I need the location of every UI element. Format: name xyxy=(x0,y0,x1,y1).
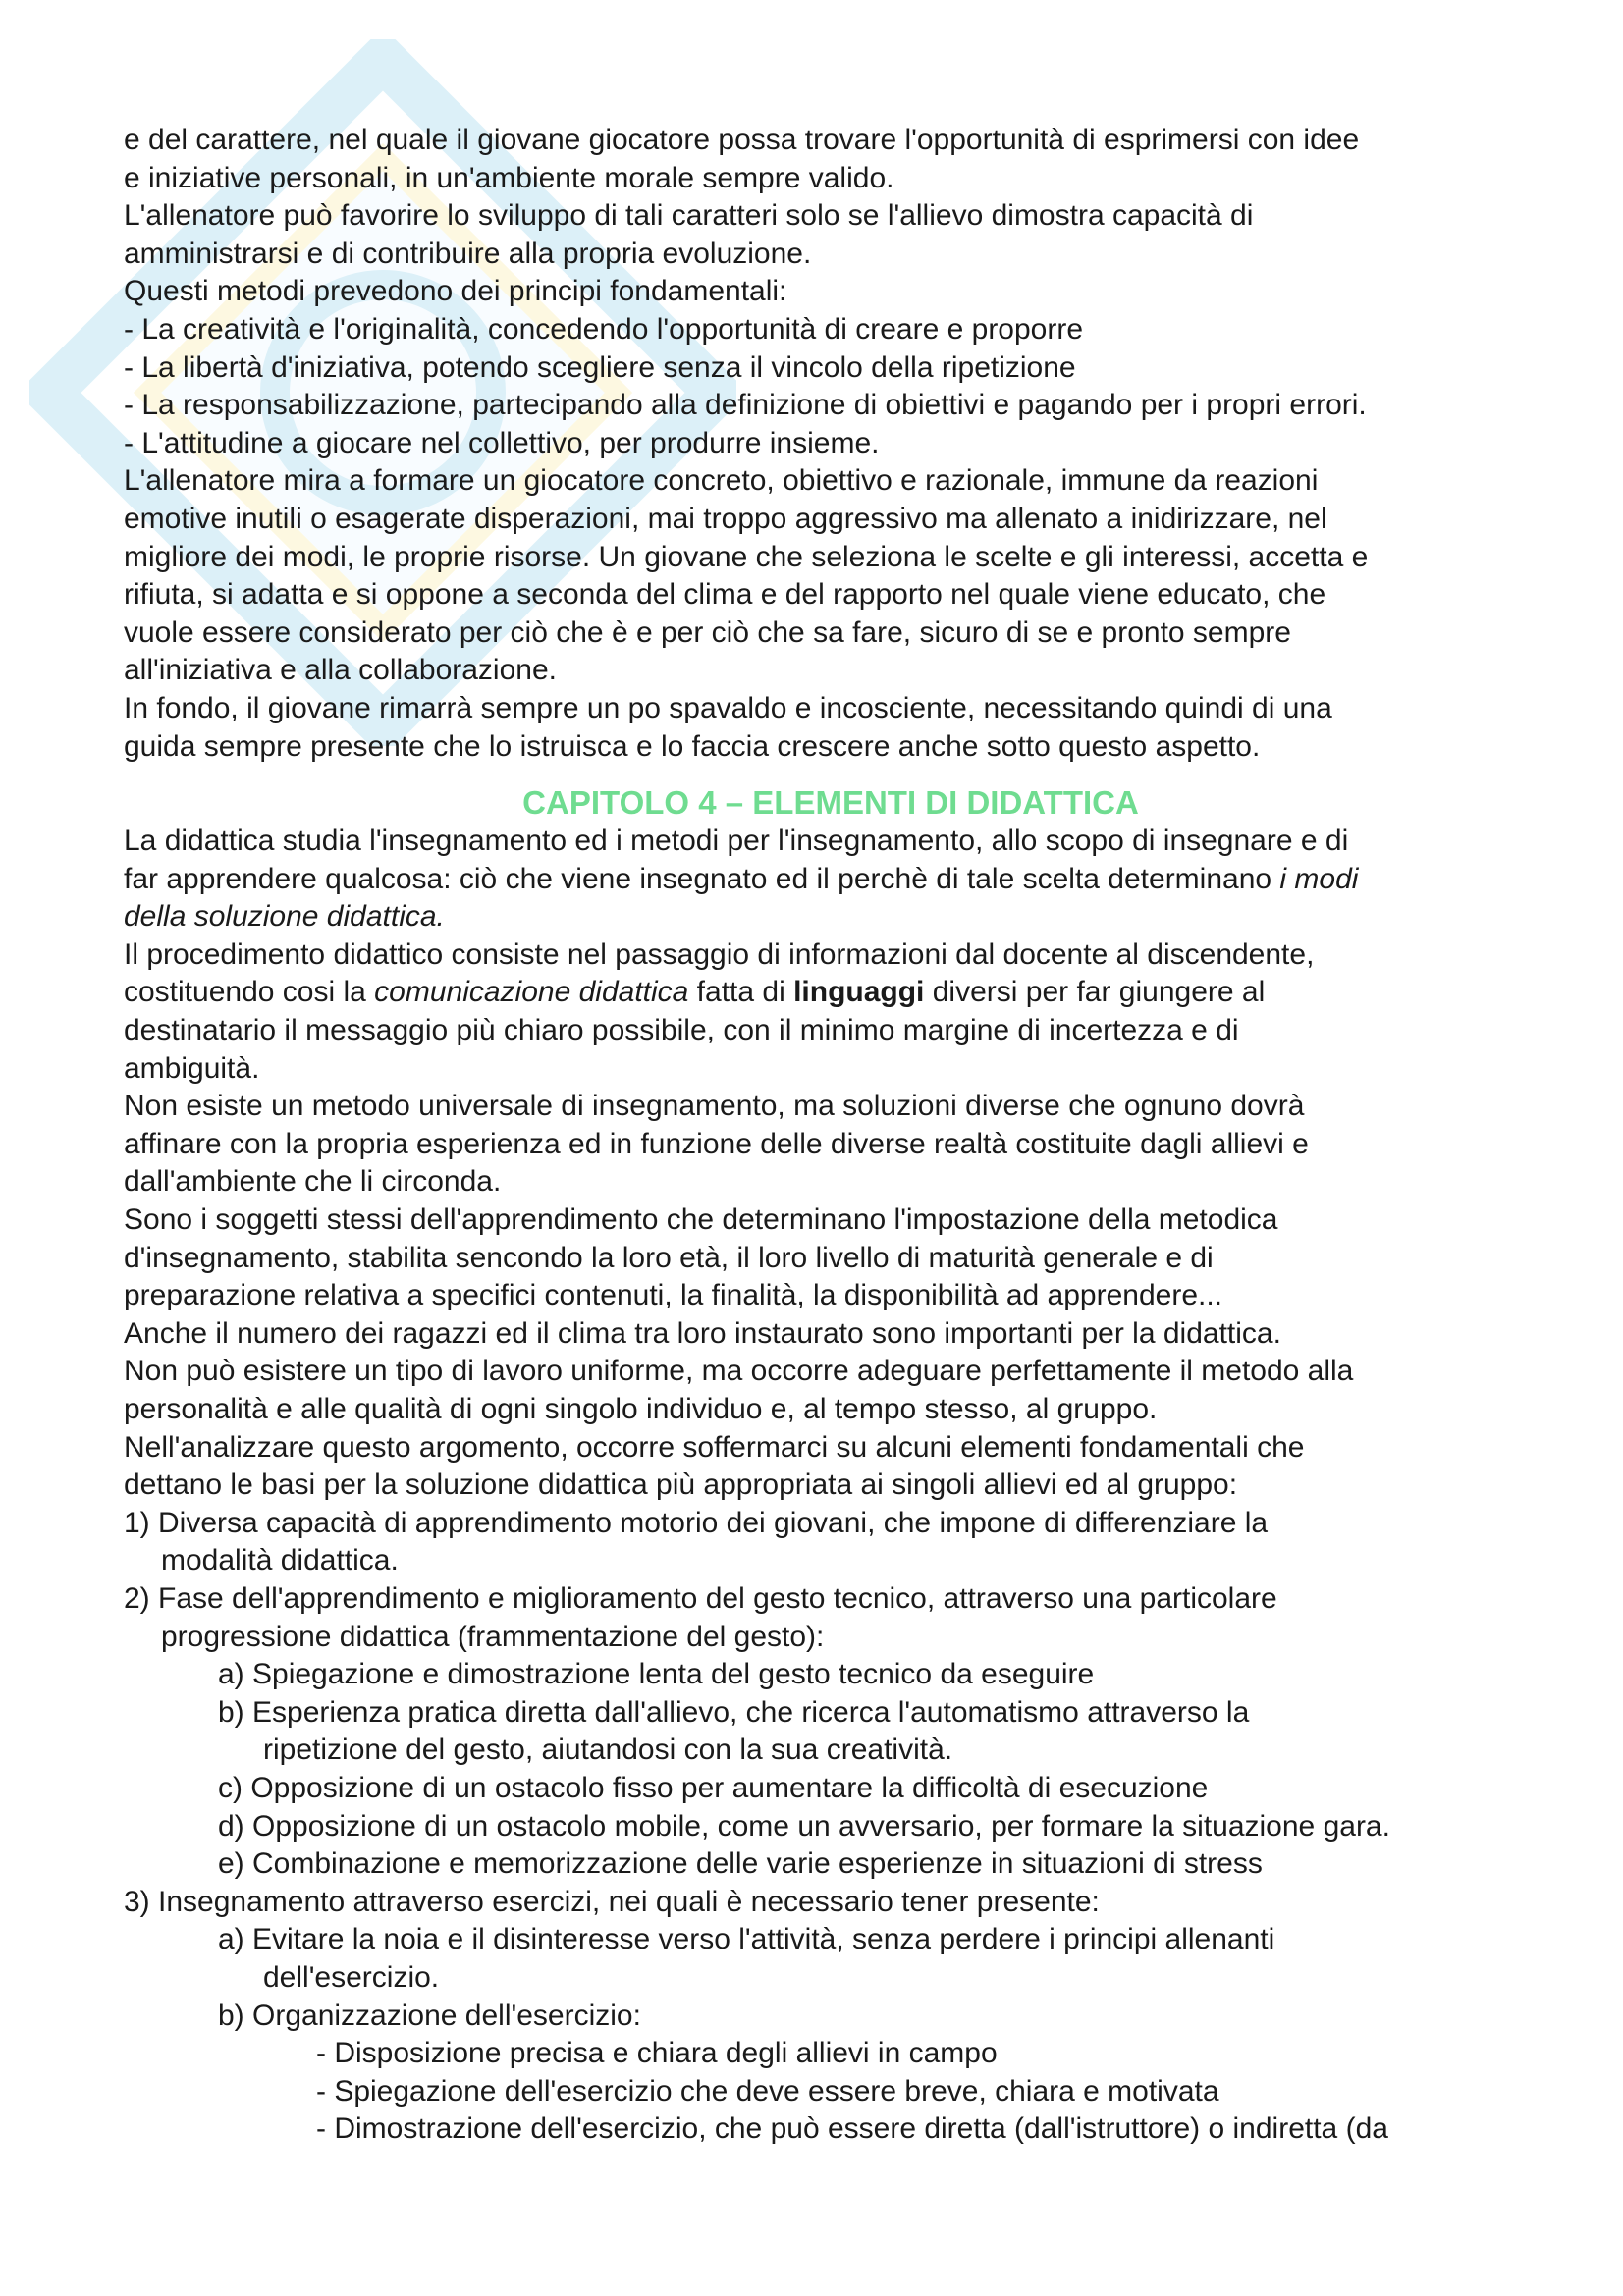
bullet-item: - La responsabilizzazione, partecipando alla definizione di obiettivi e pagando per i propri errori. xyxy=(124,389,1367,422)
text-line: ambiguità. xyxy=(124,1051,260,1085)
text-line: dall'ambiente che li circonda. xyxy=(124,1165,502,1199)
text-line xyxy=(124,898,1538,936)
text-line: e iniziative personali, in un'ambiente morale sempre valido. xyxy=(124,161,894,194)
text-line: La didattica studia l'insegnamento ed i metodi per l'insegnamento, allo scopo di insegnare e di xyxy=(124,825,1349,858)
bullet-item: - L'attitudine a giocare nel collettivo, per produrre insieme. xyxy=(124,426,880,459)
text-line: Anche il numero dei ragazzi ed il clima tra loro instaurato sono importanti per la didattica. xyxy=(124,1316,1281,1350)
text-line: Il procedimento didattico consiste nel passaggio di informazioni dal docente al discendente, xyxy=(124,937,1315,971)
sub-item: b) Organizzazione dell'esercizio: xyxy=(218,1999,641,2032)
text-line: rifiuta, si adatta e si oppone a seconda del clima e del rapporto nel quale viene educato, che xyxy=(124,578,1326,612)
text-line: personalità e alle qualità di ogni singolo individuo e, al tempo stesso, al gruppo. xyxy=(124,1393,1158,1425)
numbered-item-continuation: modalità didattica. xyxy=(161,1544,399,1577)
bullet-item: - La libertà d'iniziativa, potendo scegliere senza il vincolo della ripetizione xyxy=(124,350,1076,384)
document-page xyxy=(124,122,1538,2149)
text-line: dettano le basi per la soluzione didattica più appropriata ai singoli allievi ed al gruppo: xyxy=(124,1468,1238,1502)
text-line xyxy=(124,974,1538,1012)
text-line xyxy=(124,861,1538,899)
sub-item: a) Spiegazione e dimostrazione lenta del gesto tecnico da eseguire xyxy=(218,1658,1095,1691)
italic-span: della soluzione didattica. xyxy=(124,900,445,934)
text-line: Nell'analizzare questo argomento, occorre soffermarci su alcuni elementi fondamentali che xyxy=(124,1430,1305,1464)
text-line: all'iniziativa e alla collaborazione. xyxy=(124,654,557,687)
italic-span: comunicazione didattica xyxy=(374,976,689,1009)
text-span: costituendo cosi la xyxy=(124,976,375,1009)
text-line: migliore dei modi, le proprie risorse. Un giovane che seleziona le scelte e gli interessi, accetta e xyxy=(124,540,1369,573)
sub-sub-item: - Disposizione precisa e chiara degli allievi in campo xyxy=(316,2037,998,2070)
numbered-item: 3) Insegnamento attraverso esercizi, nei quali è necessario tener presente: xyxy=(124,1885,1100,1918)
sub-sub-item: - Spiegazione dell'esercizio che deve essere breve, chiara e motivata xyxy=(316,2074,1219,2108)
text-line: In fondo, il giovane rimarrà sempre un po spavaldo e incosciente, necessitando quindi di una xyxy=(124,691,1332,724)
sub-item-continuation: dell'esercizio. xyxy=(263,1960,440,1994)
chapter-heading: CAPITOLO 4 – ELEMENTI DI DIDATTICA xyxy=(522,784,1139,822)
sub-item-continuation: ripetizione del gesto, aiutandosi con la sua creatività. xyxy=(263,1734,953,1767)
text-line: e del carattere, nel quale il giovane giocatore possa trovare l'opportunità di esprimersi con idee xyxy=(124,124,1360,156)
text-span: diversi per far giungere al xyxy=(924,976,1266,1009)
text-line: Sono i soggetti stessi dell'apprendimento che determinano l'impostazione della metodica xyxy=(124,1203,1278,1237)
text-line: amministrarsi e di contribuire alla propria evoluzione. xyxy=(124,237,812,270)
sub-sub-item: - Dimostrazione dell'esercizio, che può essere diretta (dall'istruttore) o indiretta (da xyxy=(316,2112,1388,2146)
text-line: destinatario il messaggio più chiaro possibile, con il minimo margine di incertezza e di xyxy=(124,1014,1239,1047)
numbered-item: 2) Fase dell'apprendimento e miglioramento del gesto tecnico, attraverso una particolare xyxy=(124,1581,1277,1615)
bold-span: linguaggi xyxy=(793,976,925,1009)
sub-item: b) Esperienza pratica diretta dall'allievo, che ricerca l'automatismo attraverso la xyxy=(218,1695,1250,1729)
text-line: Non esiste un metodo universale di insegnamento, ma soluzioni diverse che ognuno dovrà xyxy=(124,1090,1305,1123)
text-line: Questi metodi prevedono dei principi fondamentali: xyxy=(124,275,787,308)
text-line: emotive inutili o esagerate disperazioni, mai troppo aggressivo ma allenato a inidirizzare, nel xyxy=(124,502,1327,535)
italic-span: i modi xyxy=(1279,862,1359,895)
sub-item: d) Opposizione di un ostacolo mobile, come un avversario, per formare la situazione gara. xyxy=(218,1809,1390,1842)
text-line: L'allenatore può favorire lo sviluppo di tali caratteri solo se l'allievo dimostra capacità di xyxy=(124,199,1254,233)
text-line: L'allenatore mira a formare un giocatore concreto, obiettivo e razionale, immune da reazioni xyxy=(124,464,1319,498)
text-line: preparazione relativa a specifici contenuti, la finalità, la disponibilità ad apprendere... xyxy=(124,1279,1223,1312)
text-span: far apprendere qualcosa: ciò che viene insegnato ed il perchè di tale scelta determinano xyxy=(124,862,1280,895)
text-line: vuole essere considerato per ciò che è e per ciò che sa fare, sicuro di se e pronto sempre xyxy=(124,615,1291,649)
numbered-item: 1) Diversa capacità di apprendimento motorio dei giovani, che impone di differenziare la xyxy=(124,1506,1269,1539)
sub-item: e) Combinazione e memorizzazione delle varie esperienze in situazioni di stress xyxy=(218,1847,1263,1881)
numbered-item-continuation: progressione didattica (frammentazione del gesto): xyxy=(161,1620,825,1653)
text-span: fatta di xyxy=(688,976,794,1009)
sub-item: c) Opposizione di un ostacolo fisso per aumentare la difficoltà di esecuzione xyxy=(218,1771,1209,1804)
text-line: Non può esistere un tipo di lavoro uniforme, ma occorre adeguare perfettamente il metodo alla xyxy=(124,1355,1354,1388)
sub-item: a) Evitare la noia e il disinteresse verso l'attività, senza perdere i principi allenanti xyxy=(218,1923,1275,1956)
text-line: guida sempre presente che lo istruisca e lo faccia crescere anche sotto questo aspetto. xyxy=(124,729,1261,763)
bullet-item: - La creatività e l'originalità, concedendo l'opportunità di creare e proporre xyxy=(124,312,1084,346)
text-line: affinare con la propria esperienza ed in funzione delle diverse realtà costituite dagli allievi e xyxy=(124,1127,1309,1160)
text-line: d'insegnamento, stabilita sencondo la loro età, il loro livello di maturità generale e di xyxy=(124,1241,1214,1274)
